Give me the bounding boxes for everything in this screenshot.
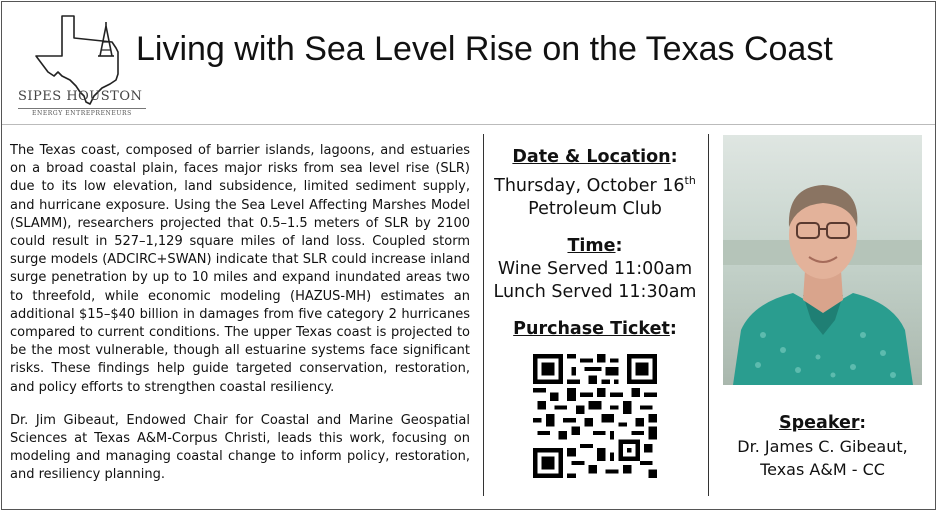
page-title: Living with Sea Level Rise on the Texas Coast [136,30,833,68]
date-suffix: th [684,174,696,187]
header-divider [2,124,935,125]
ticket-heading: Purchase Ticket [513,318,670,339]
abstract-paragraph: The Texas coast, composed of barrier islands, lagoons, and estuaries on a broad coastal plain, faces major risks from sea level rise (SLR) due to its low elevation, land subsidence, limited sediment supply, and hurricane exposure. Using the Sea Level Affecting Marshes Model (SLAMM), researchers projected that 0.5–1.5 meters of SLR by 2100 could result in 527–1,129 square miles of land loss. Coupled storm surge models (ADCIRC+SWAN) indicate that SLR could increase inland surge penetration by up to 10 miles and expand inundated areas two to threefold, while economic modeling (HAZUS-MH) estimates an additional $15–$40 billion in damages from five category 2 hurricanes compared to current conditions. The upper Texas coast is projected to be the most vulnerable, though all estuarine systems face significant risks. These findings help guide targeted conservation, restoration, and policy efforts to strengthen coastal resiliency. [10,143,470,395]
lunch-time: Lunch Served 11:30am [493,281,697,302]
speaker-affiliation: Texas A&M - CC [760,460,885,479]
speaker-name: Dr. James C. Gibeaut, [737,437,908,456]
bio-paragraph: Dr. Jim Gibeaut, Endowed Chair for Coastal and Marine Geospatial Sciences at Texas A&M-Corpus Christi, leads this work, focusing on modeling and managing coastal change to inform policy, restoration, and resiliency planning. [10,412,470,483]
column-divider-right [708,134,709,496]
logo-name: SIPES HOUSTON [18,89,143,104]
logo-tagline: ENERGY ENTREPRENEURS [32,110,132,117]
ticket-qr-code[interactable] [533,354,657,478]
event-location: Petroleum Club [528,198,662,219]
wine-time: Wine Served 11:00am [497,258,693,279]
time-heading: Time [567,235,616,256]
event-details: Date & Location: Thursday, October 16th Petroleum Club Time: Wine Served 11:00am Lunch Served 11:30am Purchase Ticket: [484,146,706,355]
speaker-photo [723,135,922,385]
oil-derrick-icon [98,22,114,56]
speaker-info: Speaker: Dr. James C. Gibeaut, Texas A&M - CC [720,411,925,481]
event-description [10,142,470,500]
event-date: Thursday, October 16 [494,175,685,196]
logo-divider [18,108,146,109]
date-heading: Date & Location [512,147,671,167]
speaker-heading: Speaker [779,413,860,433]
texas-logo-icon [14,12,149,122]
